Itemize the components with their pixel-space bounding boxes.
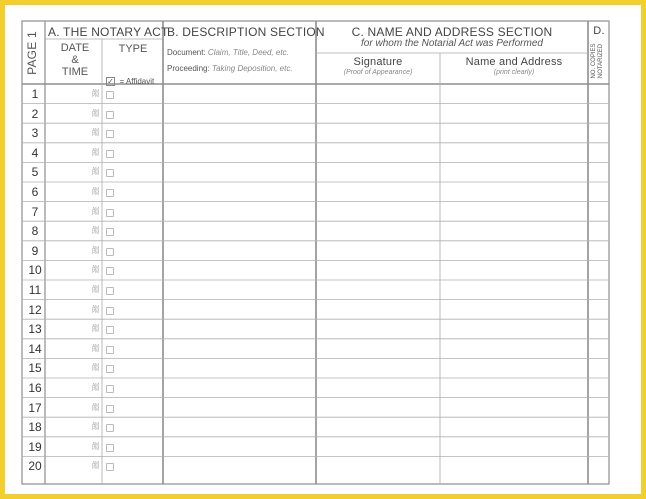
name-address-label: Name and Address <box>465 56 563 68</box>
page-label: PAGE 1 <box>25 31 39 75</box>
section-a-title: A. THE NOTARY ACT <box>48 25 169 39</box>
am-pm-marker: AM PM <box>92 383 99 393</box>
am-pm-marker: AM PM <box>92 324 99 335</box>
row-number: 5 <box>31 165 39 180</box>
affidavit-checkbox[interactable] <box>106 385 114 393</box>
type-label: TYPE <box>118 43 148 55</box>
row-number: 12 <box>28 302 42 317</box>
row-number: 13 <box>28 322 42 337</box>
affidavit-checkbox[interactable] <box>106 248 114 256</box>
affidavit-checkbox[interactable] <box>106 150 114 158</box>
affidavit-checkbox[interactable] <box>106 346 114 354</box>
affidavit-checkbox[interactable] <box>106 463 114 471</box>
affidavit-checkbox[interactable] <box>106 189 114 197</box>
row-number: 4 <box>31 145 39 160</box>
am-pm-marker: AM PM <box>92 304 99 315</box>
am-pm-marker: AM PM <box>92 245 99 256</box>
am-pm-marker: AM PM <box>92 187 99 197</box>
am-pm-marker: AM PM <box>92 89 99 99</box>
row-number: 18 <box>28 420 42 435</box>
affidavit-checkbox[interactable] <box>106 209 114 217</box>
checkmark-icon: ✓ <box>107 77 114 86</box>
am-pm-marker: AM PM <box>92 285 99 295</box>
am-pm-marker: AM PM <box>92 226 99 237</box>
am-pm-marker: AM PM <box>92 441 99 452</box>
am-pm-marker: AM PM <box>92 147 99 158</box>
section-c-title: C. NAME AND ADDRESS SECTION <box>351 25 553 39</box>
date-time-label: DATE & TIME <box>60 42 90 78</box>
row-number: 19 <box>28 439 42 454</box>
row-number: 7 <box>31 204 39 219</box>
am-pm-marker: AM PM <box>92 128 99 139</box>
signature-label: Signature <box>353 56 403 68</box>
row-number: 3 <box>31 126 39 141</box>
document-label: Document: <box>167 48 206 57</box>
row-number: 6 <box>31 185 39 199</box>
row-number: 14 <box>28 341 42 356</box>
notary-journal-page <box>5 5 641 494</box>
affidavit-checkbox[interactable] <box>106 424 114 432</box>
affidavit-checkbox[interactable] <box>106 365 114 373</box>
row-number: 20 <box>28 459 42 474</box>
row-number: 1 <box>31 87 39 101</box>
affidavit-checkbox[interactable] <box>106 169 114 177</box>
affidavit-checkbox[interactable] <box>106 91 114 99</box>
row-number: 16 <box>28 381 42 395</box>
row-number: 11 <box>28 283 42 297</box>
affidavit-checkbox[interactable] <box>106 228 114 236</box>
affidavit-checkbox[interactable] <box>106 287 114 295</box>
am-pm-marker: AM PM <box>92 265 99 276</box>
am-pm-marker: AM PM <box>92 422 99 433</box>
row-number: 15 <box>28 361 42 376</box>
document-line <box>167 48 289 57</box>
affidavit-checkbox[interactable] <box>106 307 114 315</box>
signature-hint: (Proof of Appearance) <box>343 69 413 76</box>
row-number: 8 <box>31 224 39 239</box>
am-pm-marker: AM PM <box>92 206 99 217</box>
am-pm-marker: AM PM <box>92 461 99 472</box>
am-pm-marker: AM PM <box>92 167 99 178</box>
affidavit-checkbox[interactable] <box>106 111 114 119</box>
affidavit-label: = Affidavit <box>119 77 155 86</box>
copies-notarized-label: NO. COPIES NOTARIZED <box>591 43 604 79</box>
am-pm-marker: AM PM <box>92 108 99 119</box>
section-b-title: B. DESCRIPTION SECTION <box>167 25 325 39</box>
row-number: 9 <box>31 243 39 258</box>
proceeding-hint: Taking Deposition, etc. <box>211 64 293 73</box>
row-number: 10 <box>28 263 42 278</box>
am-pm-marker: AM PM <box>92 402 99 413</box>
affidavit-check <box>106 71 154 89</box>
section-c-subtitle: for whom the Notarial Act was Performed <box>361 38 543 49</box>
affidavit-checkbox[interactable] <box>106 267 114 275</box>
section-d-title: D. <box>593 25 605 37</box>
document-hint: Claim, Title, Deed, etc. <box>207 48 289 57</box>
row-number: 17 <box>28 400 42 415</box>
name-address-hint: (print clearly) <box>493 69 535 76</box>
proceeding-label: Proceeding: <box>167 64 210 73</box>
affidavit-checkbox[interactable] <box>106 130 114 138</box>
affidavit-checkbox[interactable] <box>106 405 114 413</box>
row-number: 2 <box>31 106 39 121</box>
am-pm-marker: AM PM <box>92 363 99 374</box>
am-pm-marker: AM PM <box>92 343 99 354</box>
affidavit-checkbox[interactable] <box>106 326 114 334</box>
affidavit-checkbox[interactable] <box>106 444 114 452</box>
proceeding-line <box>167 64 293 73</box>
